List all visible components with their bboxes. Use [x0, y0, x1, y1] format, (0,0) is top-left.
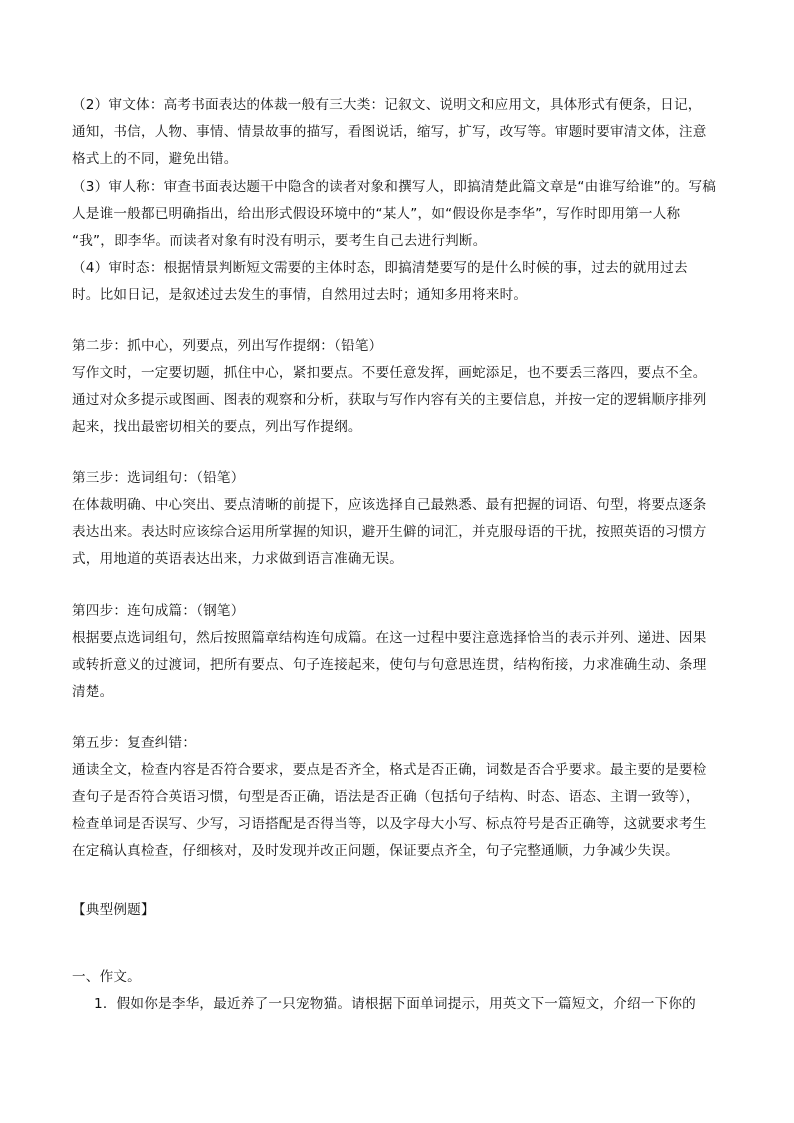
text-line: 在体裁明确、中心突出、要点清晰的前提下，应该选择自己最熟悉、最有把握的词语、句型，将要点逐条: [72, 497, 707, 513]
text-line: （2）审文体：高考书面表达的体裁一般有三大类：记叙文、说明文和应用文，具体形式有便条，日记，: [72, 97, 702, 113]
section-heading: 第五步：复查纠错：: [72, 735, 197, 751]
section-heading: 第三步：选词组句：（铅笔）: [72, 470, 245, 486]
section-heading: 第二步：抓中心，列要点，列出写作提纲：（铅笔）: [72, 338, 383, 354]
text-line: （3）审人称：审查书面表达题干中隐含的读者对象和撰写人，即搞清楚此篇文章是“由谁写给谁”的。写稿: [72, 179, 717, 195]
question-text: 1．假如你是李华，最近养了一只宠物猫。请根据下面单词提示，用英文下一篇短文，介绍一下你的: [94, 996, 696, 1012]
text-line: 式，用地道的英语表达出来，力求做到语言准确无误。: [72, 551, 404, 567]
text-line: 人是谁一般都已明确指出，给出形式假设环境中的“某人”，如“假设你是李华”，写作时即用第一人称: [72, 206, 681, 222]
part-heading: 一、作文。: [72, 969, 141, 985]
text-line: 表达出来。表达时应该综合运用所掌握的知识，避开生僻的词汇，并克服母语的干扰，按照英语的习惯方: [72, 524, 707, 540]
example-heading: 【典型例题】: [72, 902, 155, 918]
text-line: 根据要点选词组句，然后按照篇章结构连句成篇。在这一过程中要注意选择恰当的表示并列、递进、因果: [72, 630, 707, 646]
text-line: 清楚。: [72, 684, 114, 700]
text-line: 格式上的不同，避免出错。: [72, 151, 238, 167]
text-line: “我”，即李华。而读者对象有时没有明示，要考生自己去进行判断。: [72, 233, 487, 249]
text-line: 检查单词是否误写、少写，习语搭配是否得当等，以及字母大小写、标点符号是否正确等，这就要求考生: [72, 816, 707, 832]
text-line: 或转折意义的过渡词，把所有要点、句子连接起来，使句与句意思连贯，结构衔接，力求准确生动、条理: [72, 657, 707, 673]
text-line: 时。比如日记，是叙述过去发生的事情，自然用过去时；通知多用将来时。: [72, 287, 528, 303]
text-line: 在定稿认真检查，仔细核对，及时发现并改正问题，保证要点齐全，句子完整通顺，力争减少失误。: [72, 843, 679, 859]
text-line: 通过对众多提示或图画、图表的观察和分析，获取与写作内容有关的主要信息，并按一定的逻辑顺序排列: [72, 392, 707, 408]
text-line: 通知，书信，人物、事情、情景故事的描写，看图说话，缩写，扩写，改写等。审题时要审清文体，注意: [72, 124, 707, 140]
text-line: 通读全文，检查内容是否符合要求，要点是否齐全，格式是否正确，词数是否合乎要求。最主要的是要检: [72, 762, 707, 778]
text-line: 起来，找出最密切相关的要点，列出写作提纲。: [72, 419, 362, 435]
text-line: 写作文时，一定要切题，抓住中心，紧扣要点。不要任意发挥，画蛇添足，也不要丢三落四，要点不全。: [72, 365, 707, 381]
text-line: 查句子是否符合英语习惯，句型是否正确，语法是否正确（包括句子结构、时态、语态、主谓一致等），: [72, 789, 700, 805]
text-line: （4）审时态：根据情景判断短文需要的主体时态，即搞清楚要写的是什么时候的事，过去的就用过去: [72, 260, 688, 276]
section-heading: 第四步：连句成篇：（钢笔）: [72, 603, 245, 619]
